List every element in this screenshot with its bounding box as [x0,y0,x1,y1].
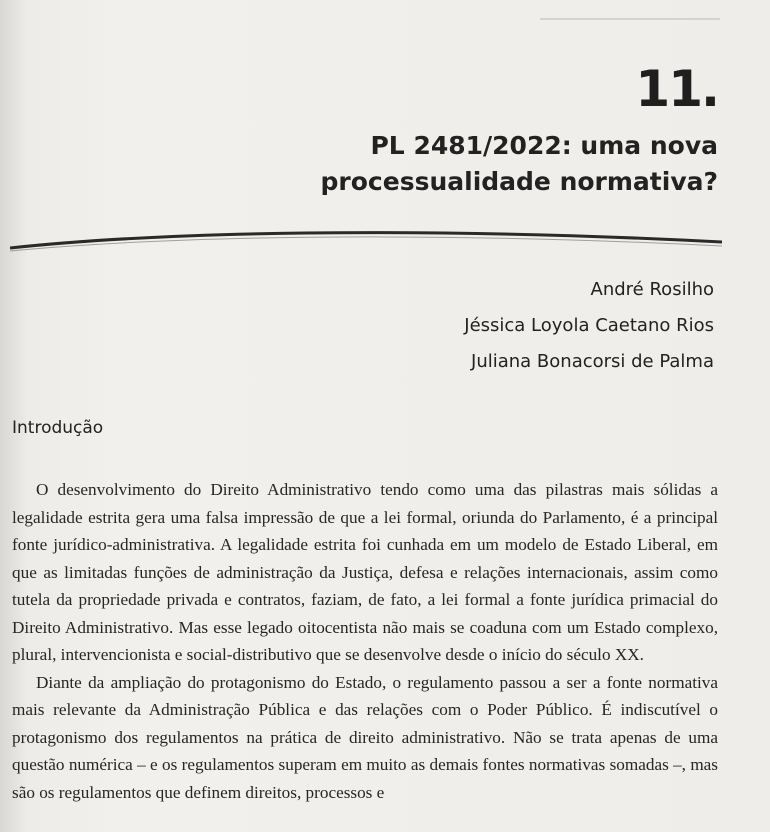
author-name: Juliana Bonacorsi de Palma [471,351,714,372]
title-divider [10,218,722,258]
chapter-title: PL 2481/2022: uma nova processualidade normativa? [320,131,718,196]
body-text [12,476,718,806]
paragraph: O desenvolvimento do Direito Administrativo tendo como uma das pilastras mais sólidas a legalidade estrita gera uma falsa impressão de que a lei formal, oriunda do Parlamento, é a principal fonte jurídico-administrativa. A legalidade estrita foi cunhada em um modelo de Estado Liberal, em que as limitadas funções de administração da Justiça, defesa e relações internacionais, assim como tutela da propriedade privada e contratos, faziam, de fato, a lei formal a fonte jurídica primacial do Direito Administrativo. Mas esse legado oitocentista não mais se coaduna com um Estado complexo, plural, intervencionista e social-distributivo que se desenvolve desde o início do século XX. [12,480,718,664]
section-heading: Introdução [12,418,104,438]
chapter-number: 11. [635,60,718,118]
page-edge-decoration [540,0,720,20]
author-name: Jéssica Loyola Caetano Rios [464,315,714,336]
paragraph: Diante da ampliação do protagonismo do Estado, o regulamento passou a ser a fonte normativa mais relevante da Administração Pública e das relações com o Poder Público. É indiscutível o protagonismo dos regulamentos na prática de direito administrativo. Não se trata apenas de uma questão numérica – e os regulamentos superam em muito as demais fontes normativas somadas –, mas são os regulamentos que definem direitos, processos e [12,672,718,802]
author-name: André Rosilho [590,279,714,300]
author-list [464,272,714,380]
